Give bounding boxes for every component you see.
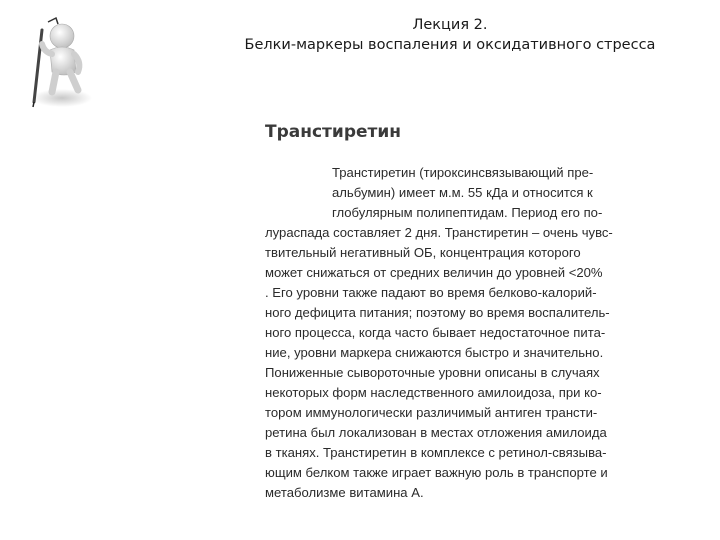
text-line: ретина был локализован в местах отложения амилоида bbox=[265, 425, 607, 440]
text-line: . Его уровни также падают во время белково-калорий- bbox=[265, 285, 597, 300]
text-line: в тканях. Транстиретин в комплексе с ретинол-связыва- bbox=[265, 445, 607, 460]
text-line: ющим белком также играет важную роль в транспорте и bbox=[265, 465, 608, 480]
article-excerpt bbox=[265, 120, 645, 500]
text-line: ние, уровни маркера снижаются быстро и значительно. bbox=[265, 345, 604, 360]
text-line: альбумин) имеет м.м. 55 кДа и относится к bbox=[332, 185, 593, 200]
figure-with-pen-icon bbox=[20, 10, 100, 110]
lecture-number: Лекция 2. bbox=[412, 17, 488, 33]
text-line: ного дефицита питания; поэтому во время воспалитель- bbox=[265, 305, 610, 320]
article-title: Транстиретин bbox=[265, 122, 402, 142]
text-line: лураспада составляет 2 дня. Транстиретин – очень чувс- bbox=[265, 225, 613, 240]
text-line: тором иммунологически различимый антиген трансти- bbox=[265, 405, 598, 420]
text-line: метаболизме витамина А. bbox=[265, 485, 424, 500]
text-line: глобулярным полипептидам. Период его по- bbox=[332, 205, 603, 220]
text-line: некоторых форм наследственного амилоидоза, при ко- bbox=[265, 385, 602, 400]
text-line: может снижаться от средних величин до уровней <20% bbox=[265, 265, 603, 280]
text-line: Транстиретин (тироксинсвязывающий пре- bbox=[332, 165, 594, 180]
lecture-topic: Белки-маркеры воспаления и оксидативного стресса bbox=[244, 37, 656, 53]
text-line: Пониженные сывороточные уровни описаны в случаях bbox=[265, 365, 600, 380]
slide-header bbox=[190, 15, 710, 55]
text-line: твительный негативный ОБ, концентрация которого bbox=[265, 245, 581, 260]
text-line: ного процесса, когда часто бывает недостаточное пита- bbox=[265, 325, 606, 340]
